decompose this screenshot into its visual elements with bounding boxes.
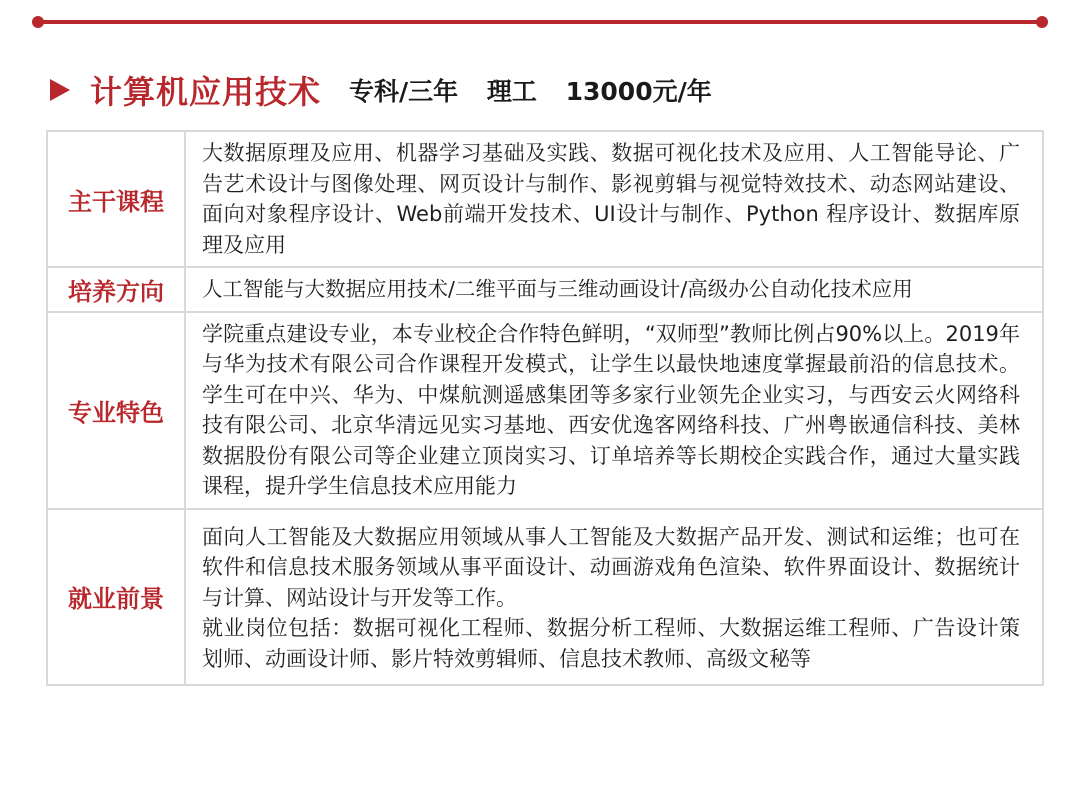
- row-content-career-prospects: [185, 509, 1043, 686]
- divider-left-dot: [32, 16, 44, 28]
- content-paragraph: 人工智能与大数据应用技术/二维平面与三维动画设计/高级办公自动化技术应用: [202, 277, 913, 301]
- tuition-fee: 13000元/年: [565, 77, 712, 106]
- row-label-training-direction: 培养方向: [47, 267, 185, 312]
- major-title: 计算机应用技术: [90, 73, 322, 111]
- top-divider-line: [38, 20, 1042, 24]
- table-row-career-prospects: [47, 509, 1043, 686]
- study-level: 专科/三年: [349, 77, 459, 106]
- table-row-core-courses: [47, 131, 1043, 267]
- table-row-features: [47, 312, 1043, 509]
- content-paragraph: 面向人工智能及大数据应用领域从事人工智能及大数据产品开发、测试和运维；也可在软件和信息技术服务领域从事平面设计、动画游戏角色渲染、软件界面设计、数据统计与计算、网站设计与开发等工作。: [202, 524, 1020, 610]
- content-paragraph: 学院重点建设专业，本专业校企合作特色鲜明，“双师型”教师比例占90%以上。2019年与华为技术有限公司合作课程开发模式，让学生以最快地速度掌握最前沿的信息技术。学生可在中兴、华为、中煤航测遥感集团等多家行业领先企业实习，与西安云火网络科技有限公司、北京华清远见实习基地、西安优逸客网络科技、广州粤嵌通信科技、美林数据股份有限公司等企业建立顶岗实习、订单培养等长期校企实践合作，通过大量实践课程，提升学生信息技术应用能力: [202, 321, 1020, 498]
- content-paragraph: 大数据原理及应用、机器学习基础及实践、数据可视化技术及应用、人工智能导论、广告艺术设计与图像处理、网页设计与制作、影视剪辑与视觉特效技术、动态网站建设、面向对象程序设计、Web前端开发技术、UI设计与制作、Python 程序设计、数据库原理及应用: [202, 141, 1020, 257]
- content-paragraph: 就业岗位包括：数据可视化工程师、数据分析工程师、大数据运维工程师、广告设计策划师、动画设计师、影片特效剪辑师、信息技术教师、高级文秘等: [202, 616, 1020, 671]
- row-label-core-courses: 主干课程: [47, 131, 185, 267]
- row-content-training-direction: [185, 267, 1043, 312]
- row-content-core-courses: [185, 131, 1043, 267]
- major-heading: [50, 68, 732, 112]
- divider-right-dot: [1036, 16, 1048, 28]
- row-label-features: 专业特色: [47, 312, 185, 509]
- major-info-table: [46, 130, 1044, 686]
- row-content-features: [185, 312, 1043, 509]
- play-triangle-icon: [50, 79, 70, 101]
- row-label-career-prospects: 就业前景: [47, 509, 185, 686]
- subject-category: 理工: [486, 77, 537, 106]
- table-row-training-direction: [47, 267, 1043, 312]
- major-meta: [349, 72, 732, 108]
